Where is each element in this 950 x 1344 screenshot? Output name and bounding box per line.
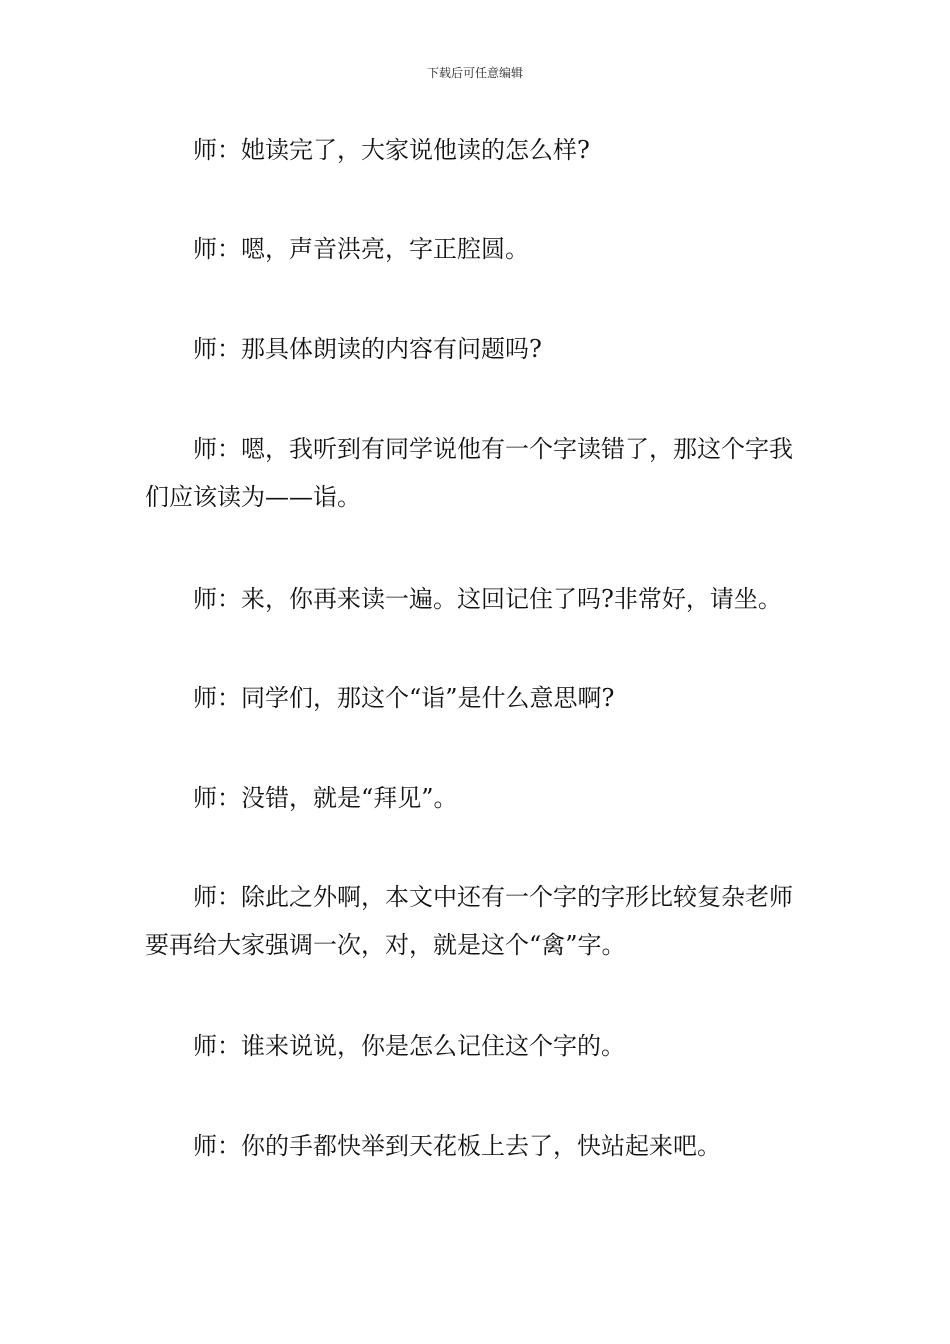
- paragraph-7: 师：没错，就是“拜见”。: [193, 784, 458, 812]
- paragraph-8: 师：除此之外啊，本文中还有一个字的字形比较复杂老师要再给大家强调一次，对，就是这个“禽”字。: [145, 883, 793, 959]
- paragraph-2: 师：嗯，声音洪亮，字正腔圆。: [193, 235, 529, 263]
- paragraph-5: 师：来，你再来读一遍。这回记住了吗?非常好，请坐。: [193, 585, 782, 613]
- paragraph-4: 师：嗯，我听到有同学说他有一个字读错了，那这个字我们应该读为——诣。: [145, 435, 793, 511]
- paragraph-10: 师：你的手都快举到天花板上去了，快站起来吧。: [193, 1132, 721, 1160]
- paragraph-9: 师：谁来说说，你是怎么记住这个字的。: [193, 1032, 625, 1060]
- page-header: 下载后可任意编辑: [426, 66, 523, 80]
- paragraph-3: 师：那具体朗读的内容有问题吗?: [193, 335, 542, 363]
- paragraph-6: 师：同学们，那这个“诣”是什么意思啊?: [193, 684, 615, 712]
- paragraph-1: 师：她读完了，大家说他读的怎么样?: [193, 136, 590, 164]
